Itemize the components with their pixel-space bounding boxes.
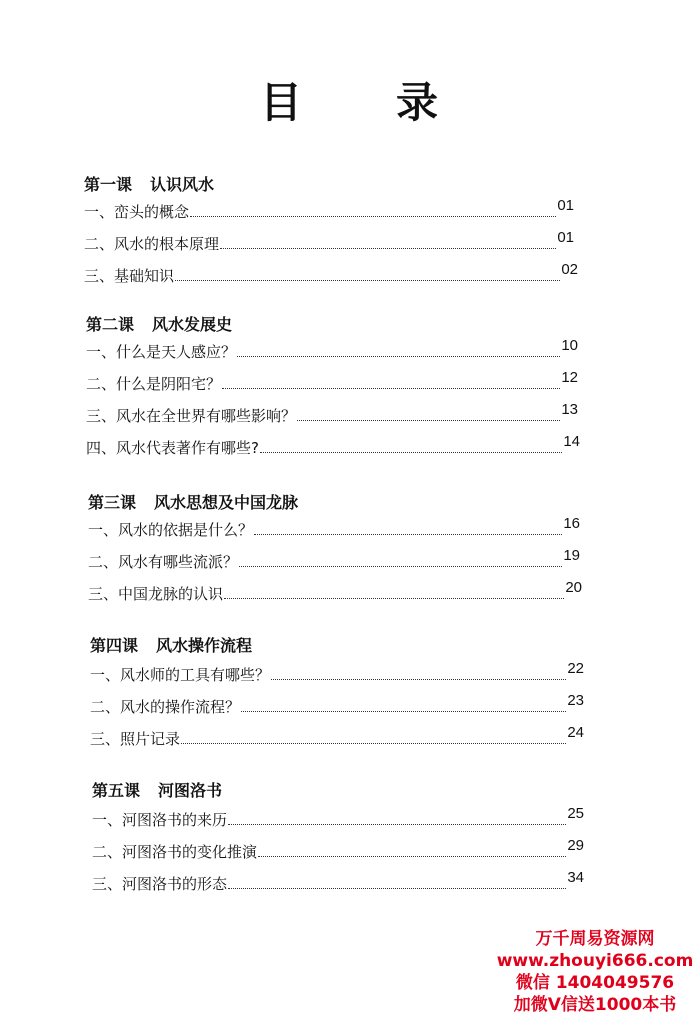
toc-entry-page: 29 [567,837,584,854]
toc-entry[interactable] [86,433,580,458]
lesson-name: 河图洛书 [158,781,223,800]
page-title-char-1: 目 [259,78,304,127]
toc-entry[interactable] [88,547,580,572]
toc-entry[interactable] [92,805,584,830]
lesson-name: 认识风水 [150,175,215,194]
toc-entry-label: 三、基础知识 [84,267,175,285]
lesson-heading [86,312,232,335]
toc-entry[interactable] [92,837,584,862]
leader-dots [237,355,560,357]
toc-entry[interactable] [84,197,574,222]
toc-entry-label: 一、风水的依据是什么？ [88,521,254,539]
toc-entry-label: 二、风水的操作流程？ [90,698,241,716]
toc-entry[interactable] [86,337,578,362]
leader-dots [220,247,556,249]
leader-dots [254,533,562,535]
lesson-number: 第二课 [86,315,135,334]
watermark-site-name: 万千周易资源网 [535,929,655,949]
toc-entry-page: 16 [563,515,580,532]
toc-entry[interactable] [88,515,580,540]
leader-dots [228,823,566,825]
lesson-heading [92,778,222,801]
toc-entry-label: 一、峦头的概念 [84,203,190,221]
leader-dots [175,279,560,281]
watermark-url: www.zhouyi666.com [496,951,694,971]
leader-dots [228,887,566,889]
toc-entry-label: 一、风水师的工具有哪些？ [90,666,271,684]
toc-entry-page: 34 [567,869,584,886]
watermark-wechat: 微信 1404049576 [515,973,675,993]
lesson-name: 风水发展史 [152,315,233,334]
toc-entry[interactable] [90,724,584,749]
toc-entry-page: 24 [567,724,584,741]
lesson-heading [88,490,298,513]
toc-entry-page: 02 [561,261,578,278]
toc-entry[interactable] [84,261,578,286]
toc-entry-label: 三、中国龙脉的认识 [88,585,224,603]
toc-entry-label: 二、什么是阴阳宅？ [86,375,222,393]
toc-entry-label: 三、风水在全世界有哪些影响？ [86,407,297,425]
leader-dots [271,678,566,680]
leader-dots [241,710,566,712]
lesson-number: 第三课 [88,493,137,512]
toc-entry-label: 三、照片记录 [90,730,181,748]
leader-dots [258,855,566,857]
lesson-number: 第五课 [92,781,141,800]
leader-dots [224,597,564,599]
toc-entry[interactable] [90,660,584,685]
watermark [490,928,700,1016]
toc-entry[interactable] [86,401,578,426]
toc-entry-label: 二、风水有哪些流派？ [88,553,239,571]
toc-entry-page: 20 [565,579,582,596]
toc-entry-page: 01 [557,229,574,246]
lesson-heading [84,172,214,195]
lesson-name: 风水思想及中国龙脉 [154,493,299,512]
page-title-char-2: 录 [396,78,441,127]
watermark-promo: 加微V信送1000本书 [513,995,677,1015]
toc-entry-page: 10 [561,337,578,354]
toc-entry[interactable] [86,369,578,394]
toc-entry[interactable] [90,692,584,717]
toc-entry-page: 14 [563,433,580,450]
lesson-heading [90,633,252,656]
leader-dots [222,387,560,389]
toc-entry-label: 二、风水的根本原理 [84,235,220,253]
leader-dots [260,451,562,453]
lesson-number: 第一课 [84,175,133,194]
toc-entry-page: 22 [567,660,584,677]
toc-entry[interactable] [92,869,584,894]
leader-dots [297,419,560,421]
toc-entry-page: 01 [557,197,574,214]
toc-entry-page: 19 [563,547,580,564]
lesson-name: 风水操作流程 [156,636,253,655]
toc-entry-page: 12 [561,369,578,386]
toc-entry-label: 一、河图洛书的来历 [92,811,228,829]
toc-entry[interactable] [88,579,582,604]
leader-dots [190,215,556,217]
leader-dots [239,565,562,567]
toc-entry-label: 三、河图洛书的形态 [92,875,228,893]
leader-dots [181,742,566,744]
toc-entry-page: 23 [567,692,584,709]
toc-entry-label: 一、什么是天人感应？ [86,343,237,361]
toc-entry-label: 四、风水代表著作有哪些? [86,439,259,457]
lesson-number: 第四课 [90,636,139,655]
toc-entry-label: 二、河图洛书的变化推演 [92,843,258,861]
toc-entry-page: 13 [561,401,578,418]
toc-entry[interactable] [84,229,574,254]
toc-entry-page: 25 [567,805,584,822]
